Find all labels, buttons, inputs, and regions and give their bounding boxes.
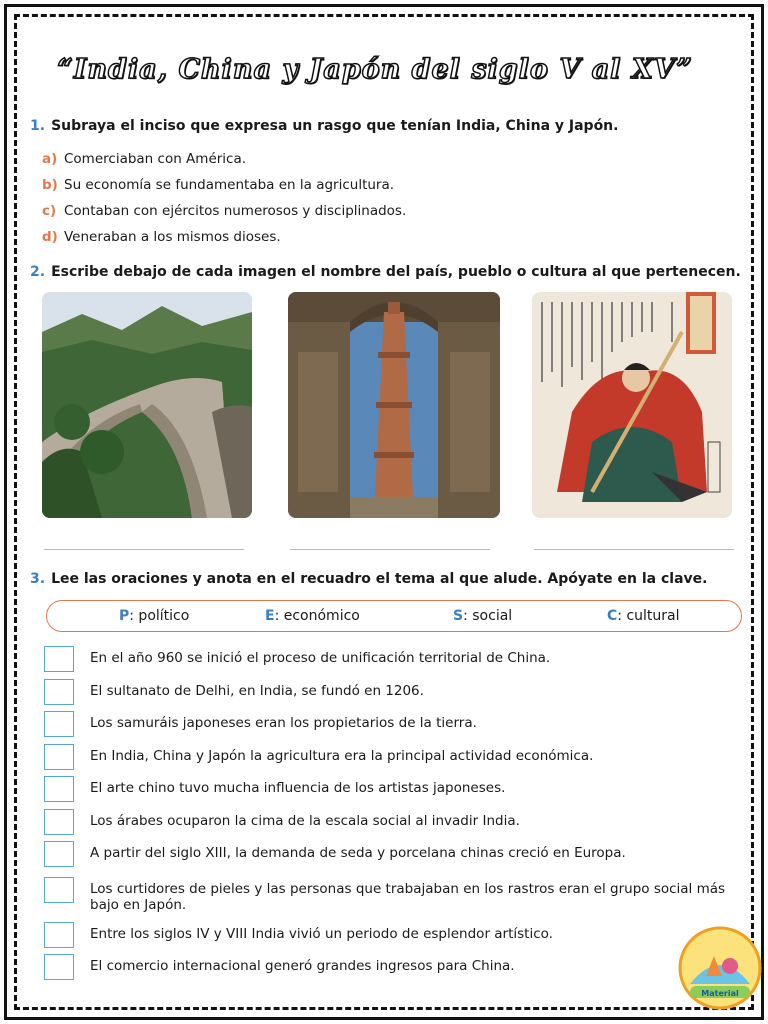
key-legend	[46, 600, 742, 632]
answer-box[interactable]	[44, 841, 74, 867]
option-text: Veneraban a los mismos dioses.	[64, 229, 281, 245]
publisher-logo	[678, 926, 762, 1010]
answer-box[interactable]	[44, 922, 74, 948]
logo-text: Material	[701, 989, 739, 998]
key-letter: P	[119, 608, 130, 624]
answer-line-1[interactable]	[44, 549, 244, 550]
statement-text: Los árabes ocuparon la cima de la escala social al invadir India.	[90, 813, 520, 829]
key-economico	[265, 608, 360, 624]
statement-text: Los curtidores de pieles y las personas que trabajaban en los rastros eran el grupo social más bajo en Japón.	[90, 881, 726, 913]
answer-box[interactable]	[44, 809, 74, 835]
question-2-heading	[30, 264, 741, 280]
statement-text: A partir del siglo XIII, la demanda de seda y porcelana chinas creció en Europa.	[90, 845, 626, 861]
option-a[interactable]	[42, 146, 406, 172]
question-1-number: 1.	[30, 118, 46, 134]
option-c[interactable]	[42, 198, 406, 224]
statement-row	[44, 646, 744, 672]
statement-row	[44, 841, 744, 867]
option-text: Comerciaban con América.	[64, 151, 247, 167]
option-letter: b)	[42, 177, 58, 193]
key-label: : social	[463, 608, 513, 624]
statement-row	[44, 776, 744, 802]
option-b[interactable]	[42, 172, 406, 198]
option-text: Contaban con ejércitos numerosos y disciplinados.	[64, 203, 407, 219]
key-label: : económico	[274, 608, 360, 624]
statement-row	[44, 744, 744, 770]
question-2-text: Escribe debajo de cada imagen el nombre del país, pueblo o cultura al que pertenecen.	[51, 264, 741, 280]
question-3-heading	[30, 571, 707, 587]
statement-row	[44, 679, 744, 705]
key-social	[453, 608, 512, 624]
question-1-text: Subraya el inciso que expresa un rasgo que tenían India, China y Japón.	[51, 118, 619, 134]
question-3-text: Lee las oraciones y anota en el recuadro el tema al que alude. Apóyate en la clave.	[51, 571, 708, 587]
question-1-options	[42, 146, 406, 250]
answer-line-2[interactable]	[290, 549, 490, 550]
answer-box[interactable]	[44, 776, 74, 802]
question-3-number: 3.	[30, 571, 46, 587]
statement-text: El arte chino tuvo mucha influencia de los artistas japoneses.	[90, 780, 506, 796]
option-text: Su economía se fundamentaba en la agricultura.	[64, 177, 395, 193]
statement-row	[44, 954, 744, 980]
question-1-heading	[30, 118, 618, 134]
answer-box[interactable]	[44, 954, 74, 980]
option-letter: d)	[42, 229, 58, 245]
key-label: : cultural	[617, 608, 680, 624]
question-2-number: 2.	[30, 264, 46, 280]
answer-box[interactable]	[44, 646, 74, 672]
answer-box[interactable]	[44, 877, 74, 903]
samurai-print-image	[532, 292, 732, 518]
statement-text: El comercio internacional generó grandes ingresos para China.	[90, 958, 515, 974]
statement-row	[44, 922, 744, 948]
key-cultural	[607, 608, 680, 624]
answer-box[interactable]	[44, 711, 74, 737]
key-label: : político	[129, 608, 190, 624]
key-politico	[119, 608, 189, 624]
key-letter: E	[265, 608, 275, 624]
answer-box[interactable]	[44, 744, 74, 770]
answer-box[interactable]	[44, 679, 74, 705]
option-letter: a)	[42, 151, 58, 167]
statement-text: En India, China y Japón la agricultura era la principal actividad económica.	[90, 748, 594, 764]
statement-text: Entre los siglos IV y VIII India vivió un periodo de esplendor artístico.	[90, 926, 553, 942]
statement-text: Los samuráis japoneses eran los propietarios de la tierra.	[90, 715, 477, 731]
answer-line-3[interactable]	[534, 549, 734, 550]
statement-row	[44, 809, 744, 835]
worksheet-title: “India, China y Japón del siglo V al XV”	[57, 54, 693, 85]
option-d[interactable]	[42, 224, 406, 250]
statement-row	[44, 711, 744, 737]
key-letter: S	[453, 608, 464, 624]
option-letter: c)	[42, 203, 57, 219]
qutub-minar-image	[288, 292, 500, 518]
statement-text: El sultanato de Delhi, en India, se fundó en 1206.	[90, 683, 424, 699]
statement-row	[44, 877, 744, 913]
great-wall-image	[42, 292, 252, 518]
statement-text: En el año 960 se inició el proceso de unificación territorial de China.	[90, 650, 551, 666]
key-letter: C	[607, 608, 618, 624]
